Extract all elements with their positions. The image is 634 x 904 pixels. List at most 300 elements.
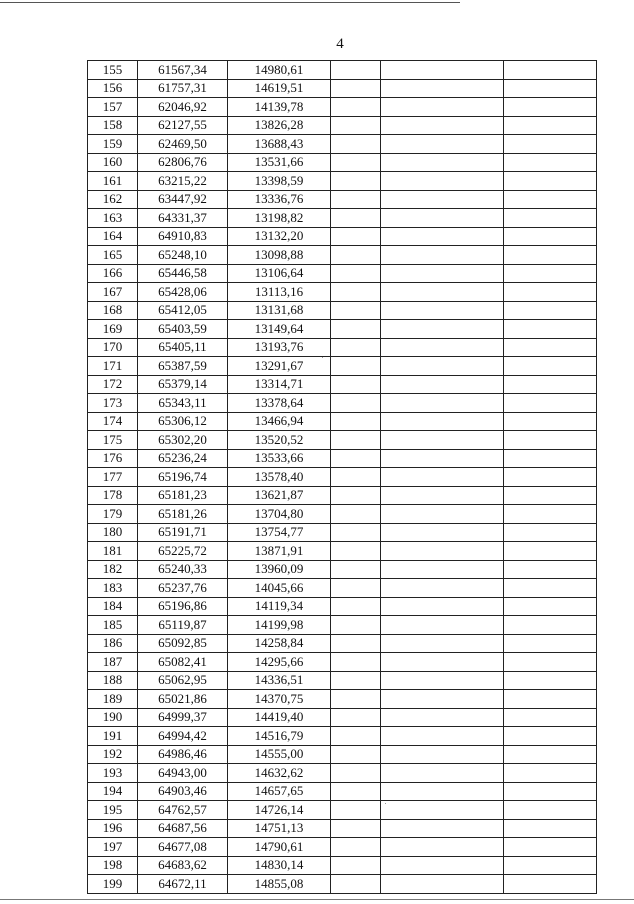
empty-cell bbox=[504, 61, 597, 80]
empty-cell bbox=[381, 597, 504, 616]
table-row bbox=[88, 209, 597, 228]
empty-cell bbox=[381, 246, 504, 265]
empty-cell bbox=[504, 671, 597, 690]
table-row bbox=[88, 616, 597, 635]
point-number-cell: 171 bbox=[88, 357, 138, 376]
empty-cell bbox=[331, 819, 381, 838]
point-number-cell: 181 bbox=[88, 542, 138, 561]
empty-cell bbox=[381, 449, 504, 468]
empty-cell bbox=[331, 486, 381, 505]
table-row bbox=[88, 838, 597, 857]
x-coordinate-cell: 62469,50 bbox=[138, 135, 228, 154]
table-row bbox=[88, 505, 597, 524]
empty-cell bbox=[504, 653, 597, 672]
x-coordinate-cell: 65240,33 bbox=[138, 560, 228, 579]
table-row bbox=[88, 357, 597, 376]
empty-cell bbox=[331, 61, 381, 80]
empty-cell bbox=[504, 357, 597, 376]
empty-cell bbox=[504, 283, 597, 302]
y-coordinate-cell: 13149,64 bbox=[228, 320, 331, 339]
empty-cell bbox=[331, 283, 381, 302]
table-row bbox=[88, 653, 597, 672]
empty-cell bbox=[381, 634, 504, 653]
empty-cell bbox=[331, 801, 381, 820]
empty-cell bbox=[381, 801, 504, 820]
y-coordinate-cell: 14516,79 bbox=[228, 727, 331, 746]
point-number-cell: 199 bbox=[88, 875, 138, 894]
y-coordinate-cell: 13688,43 bbox=[228, 135, 331, 154]
empty-cell bbox=[331, 727, 381, 746]
y-coordinate-cell: 14751,13 bbox=[228, 819, 331, 838]
table-row bbox=[88, 486, 597, 505]
empty-cell bbox=[504, 782, 597, 801]
x-coordinate-cell: 64943,00 bbox=[138, 764, 228, 783]
empty-cell bbox=[331, 209, 381, 228]
point-number-cell: 191 bbox=[88, 727, 138, 746]
empty-cell bbox=[331, 616, 381, 635]
point-number-cell: 180 bbox=[88, 523, 138, 542]
point-number-cell: 158 bbox=[88, 116, 138, 135]
x-coordinate-cell: 65248,10 bbox=[138, 246, 228, 265]
x-coordinate-cell: 65225,72 bbox=[138, 542, 228, 561]
y-coordinate-cell: 14139,78 bbox=[228, 98, 331, 117]
table-row bbox=[88, 560, 597, 579]
point-number-cell: 170 bbox=[88, 338, 138, 357]
table-row bbox=[88, 764, 597, 783]
empty-cell bbox=[381, 782, 504, 801]
empty-cell bbox=[331, 653, 381, 672]
empty-cell bbox=[504, 338, 597, 357]
y-coordinate-cell: 14045,66 bbox=[228, 579, 331, 598]
point-number-cell: 179 bbox=[88, 505, 138, 524]
empty-cell bbox=[381, 560, 504, 579]
point-number-cell: 160 bbox=[88, 153, 138, 172]
point-number-cell: 174 bbox=[88, 412, 138, 431]
table-row bbox=[88, 135, 597, 154]
empty-cell bbox=[504, 505, 597, 524]
empty-cell bbox=[381, 486, 504, 505]
empty-cell bbox=[331, 634, 381, 653]
point-number-cell: 187 bbox=[88, 653, 138, 672]
x-coordinate-cell: 64994,42 bbox=[138, 727, 228, 746]
table-row bbox=[88, 320, 597, 339]
y-coordinate-cell: 13960,09 bbox=[228, 560, 331, 579]
x-coordinate-cell: 64986,46 bbox=[138, 745, 228, 764]
empty-cell bbox=[381, 856, 504, 875]
point-number-cell: 178 bbox=[88, 486, 138, 505]
empty-cell bbox=[504, 523, 597, 542]
empty-cell bbox=[381, 727, 504, 746]
empty-cell bbox=[331, 764, 381, 783]
empty-cell bbox=[331, 523, 381, 542]
empty-cell bbox=[331, 412, 381, 431]
x-coordinate-cell: 64672,11 bbox=[138, 875, 228, 894]
y-coordinate-cell: 13466,94 bbox=[228, 412, 331, 431]
table-row bbox=[88, 153, 597, 172]
empty-cell bbox=[331, 338, 381, 357]
empty-cell bbox=[381, 116, 504, 135]
x-coordinate-cell: 65092,85 bbox=[138, 634, 228, 653]
empty-cell bbox=[331, 135, 381, 154]
y-coordinate-cell: 14980,61 bbox=[228, 61, 331, 80]
table-row bbox=[88, 283, 597, 302]
point-number-cell: 155 bbox=[88, 61, 138, 80]
empty-cell bbox=[381, 412, 504, 431]
y-coordinate-cell: 13113,16 bbox=[228, 283, 331, 302]
empty-cell bbox=[504, 838, 597, 857]
x-coordinate-cell: 65181,26 bbox=[138, 505, 228, 524]
x-coordinate-cell: 65181,23 bbox=[138, 486, 228, 505]
scan-speck bbox=[385, 803, 386, 804]
empty-cell bbox=[331, 116, 381, 135]
empty-cell bbox=[504, 116, 597, 135]
empty-cell bbox=[381, 523, 504, 542]
x-coordinate-cell: 65196,74 bbox=[138, 468, 228, 487]
y-coordinate-cell: 13336,76 bbox=[228, 190, 331, 209]
empty-cell bbox=[381, 838, 504, 857]
empty-cell bbox=[504, 542, 597, 561]
y-coordinate-cell: 13314,71 bbox=[228, 375, 331, 394]
table-row bbox=[88, 338, 597, 357]
empty-cell bbox=[381, 283, 504, 302]
point-number-cell: 192 bbox=[88, 745, 138, 764]
y-coordinate-cell: 13826,28 bbox=[228, 116, 331, 135]
empty-cell bbox=[331, 560, 381, 579]
empty-cell bbox=[504, 486, 597, 505]
empty-cell bbox=[504, 468, 597, 487]
table-row bbox=[88, 172, 597, 191]
x-coordinate-cell: 64687,56 bbox=[138, 819, 228, 838]
x-coordinate-cell: 65021,86 bbox=[138, 690, 228, 709]
x-coordinate-cell: 65343,11 bbox=[138, 394, 228, 413]
point-number-cell: 161 bbox=[88, 172, 138, 191]
empty-cell bbox=[331, 782, 381, 801]
x-coordinate-cell: 65405,11 bbox=[138, 338, 228, 357]
point-number-cell: 176 bbox=[88, 449, 138, 468]
y-coordinate-cell: 13193,76 bbox=[228, 338, 331, 357]
point-number-cell: 186 bbox=[88, 634, 138, 653]
empty-cell bbox=[504, 801, 597, 820]
y-coordinate-cell: 13871,91 bbox=[228, 542, 331, 561]
empty-cell bbox=[381, 172, 504, 191]
empty-cell bbox=[504, 690, 597, 709]
x-coordinate-cell: 64683,62 bbox=[138, 856, 228, 875]
empty-cell bbox=[381, 745, 504, 764]
y-coordinate-cell: 14657,65 bbox=[228, 782, 331, 801]
table-row bbox=[88, 227, 597, 246]
empty-cell bbox=[381, 819, 504, 838]
x-coordinate-cell: 61757,31 bbox=[138, 79, 228, 98]
y-coordinate-cell: 14295,66 bbox=[228, 653, 331, 672]
x-coordinate-cell: 62046,92 bbox=[138, 98, 228, 117]
empty-cell bbox=[504, 227, 597, 246]
empty-cell bbox=[504, 98, 597, 117]
y-coordinate-cell: 13533,66 bbox=[228, 449, 331, 468]
x-coordinate-cell: 65191,71 bbox=[138, 523, 228, 542]
page-number: 4 bbox=[336, 36, 344, 52]
table-row bbox=[88, 542, 597, 561]
scan-speck bbox=[322, 357, 323, 358]
table-row bbox=[88, 671, 597, 690]
empty-cell bbox=[381, 264, 504, 283]
empty-cell bbox=[331, 153, 381, 172]
empty-cell bbox=[381, 190, 504, 209]
empty-cell bbox=[331, 449, 381, 468]
empty-cell bbox=[504, 875, 597, 894]
point-number-cell: 156 bbox=[88, 79, 138, 98]
empty-cell bbox=[331, 856, 381, 875]
y-coordinate-cell: 13520,52 bbox=[228, 431, 331, 450]
point-number-cell: 184 bbox=[88, 597, 138, 616]
point-number-cell: 193 bbox=[88, 764, 138, 783]
table-row bbox=[88, 875, 597, 894]
bottom-rule bbox=[0, 899, 634, 900]
y-coordinate-cell: 13098,88 bbox=[228, 246, 331, 265]
x-coordinate-cell: 64331,37 bbox=[138, 209, 228, 228]
x-coordinate-cell: 65119,87 bbox=[138, 616, 228, 635]
empty-cell bbox=[504, 135, 597, 154]
y-coordinate-cell: 13131,68 bbox=[228, 301, 331, 320]
point-number-cell: 164 bbox=[88, 227, 138, 246]
empty-cell bbox=[331, 597, 381, 616]
empty-cell bbox=[331, 745, 381, 764]
y-coordinate-cell: 13621,87 bbox=[228, 486, 331, 505]
table-row bbox=[88, 801, 597, 820]
table-row bbox=[88, 61, 597, 80]
empty-cell bbox=[504, 708, 597, 727]
x-coordinate-cell: 65236,24 bbox=[138, 449, 228, 468]
x-coordinate-cell: 65302,20 bbox=[138, 431, 228, 450]
empty-cell bbox=[331, 671, 381, 690]
empty-cell bbox=[504, 616, 597, 635]
table-row bbox=[88, 449, 597, 468]
y-coordinate-cell: 13291,67 bbox=[228, 357, 331, 376]
point-number-cell: 172 bbox=[88, 375, 138, 394]
empty-cell bbox=[504, 856, 597, 875]
point-number-cell: 159 bbox=[88, 135, 138, 154]
x-coordinate-cell: 64762,57 bbox=[138, 801, 228, 820]
empty-cell bbox=[381, 153, 504, 172]
point-number-cell: 183 bbox=[88, 579, 138, 598]
y-coordinate-cell: 14555,00 bbox=[228, 745, 331, 764]
y-coordinate-cell: 13754,77 bbox=[228, 523, 331, 542]
x-coordinate-cell: 61567,34 bbox=[138, 61, 228, 80]
empty-cell bbox=[331, 875, 381, 894]
empty-cell bbox=[381, 227, 504, 246]
y-coordinate-cell: 14199,98 bbox=[228, 616, 331, 635]
empty-cell bbox=[504, 449, 597, 468]
empty-cell bbox=[331, 190, 381, 209]
top-rule bbox=[0, 2, 460, 3]
y-coordinate-cell: 14258,84 bbox=[228, 634, 331, 653]
empty-cell bbox=[331, 542, 381, 561]
empty-cell bbox=[504, 745, 597, 764]
point-number-cell: 190 bbox=[88, 708, 138, 727]
empty-cell bbox=[504, 153, 597, 172]
empty-cell bbox=[331, 375, 381, 394]
empty-cell bbox=[504, 246, 597, 265]
table-row bbox=[88, 727, 597, 746]
point-number-cell: 185 bbox=[88, 616, 138, 635]
empty-cell bbox=[381, 394, 504, 413]
x-coordinate-cell: 63447,92 bbox=[138, 190, 228, 209]
empty-cell bbox=[504, 172, 597, 191]
x-coordinate-cell: 64999,37 bbox=[138, 708, 228, 727]
x-coordinate-cell: 65428,06 bbox=[138, 283, 228, 302]
table-row bbox=[88, 634, 597, 653]
empty-cell bbox=[331, 320, 381, 339]
empty-cell bbox=[331, 838, 381, 857]
empty-cell bbox=[381, 357, 504, 376]
table-row bbox=[88, 412, 597, 431]
empty-cell bbox=[331, 357, 381, 376]
empty-cell bbox=[381, 61, 504, 80]
empty-cell bbox=[381, 875, 504, 894]
point-number-cell: 177 bbox=[88, 468, 138, 487]
empty-cell bbox=[504, 764, 597, 783]
empty-cell bbox=[331, 579, 381, 598]
y-coordinate-cell: 14790,61 bbox=[228, 838, 331, 857]
point-number-cell: 173 bbox=[88, 394, 138, 413]
empty-cell bbox=[331, 505, 381, 524]
x-coordinate-cell: 65379,14 bbox=[138, 375, 228, 394]
table-row bbox=[88, 301, 597, 320]
x-coordinate-cell: 65082,41 bbox=[138, 653, 228, 672]
empty-cell bbox=[381, 690, 504, 709]
empty-cell bbox=[331, 79, 381, 98]
y-coordinate-cell: 14619,51 bbox=[228, 79, 331, 98]
x-coordinate-cell: 65412,05 bbox=[138, 301, 228, 320]
point-number-cell: 194 bbox=[88, 782, 138, 801]
empty-cell bbox=[381, 542, 504, 561]
y-coordinate-cell: 14370,75 bbox=[228, 690, 331, 709]
point-number-cell: 165 bbox=[88, 246, 138, 265]
empty-cell bbox=[504, 301, 597, 320]
empty-cell bbox=[504, 209, 597, 228]
empty-cell bbox=[381, 468, 504, 487]
table-row bbox=[88, 190, 597, 209]
empty-cell bbox=[331, 227, 381, 246]
empty-cell bbox=[504, 375, 597, 394]
x-coordinate-cell: 65062,95 bbox=[138, 671, 228, 690]
point-number-cell: 162 bbox=[88, 190, 138, 209]
x-coordinate-cell: 64903,46 bbox=[138, 782, 228, 801]
point-number-cell: 197 bbox=[88, 838, 138, 857]
point-number-cell: 168 bbox=[88, 301, 138, 320]
empty-cell bbox=[381, 338, 504, 357]
empty-cell bbox=[381, 431, 504, 450]
empty-cell bbox=[331, 708, 381, 727]
y-coordinate-cell: 13531,66 bbox=[228, 153, 331, 172]
point-number-cell: 188 bbox=[88, 671, 138, 690]
y-coordinate-cell: 14419,40 bbox=[228, 708, 331, 727]
empty-cell bbox=[381, 653, 504, 672]
x-coordinate-cell: 64910,83 bbox=[138, 227, 228, 246]
point-number-cell: 198 bbox=[88, 856, 138, 875]
empty-cell bbox=[381, 616, 504, 635]
empty-cell bbox=[504, 412, 597, 431]
empty-cell bbox=[331, 394, 381, 413]
table-row bbox=[88, 264, 597, 283]
x-coordinate-cell: 65446,58 bbox=[138, 264, 228, 283]
empty-cell bbox=[381, 764, 504, 783]
empty-cell bbox=[381, 209, 504, 228]
empty-cell bbox=[331, 264, 381, 283]
empty-cell bbox=[504, 431, 597, 450]
y-coordinate-cell: 13578,40 bbox=[228, 468, 331, 487]
table-row bbox=[88, 116, 597, 135]
y-coordinate-cell: 13132,20 bbox=[228, 227, 331, 246]
x-coordinate-cell: 62806,76 bbox=[138, 153, 228, 172]
y-coordinate-cell: 13398,59 bbox=[228, 172, 331, 191]
table-row bbox=[88, 468, 597, 487]
point-number-cell: 195 bbox=[88, 801, 138, 820]
empty-cell bbox=[504, 320, 597, 339]
table-row bbox=[88, 708, 597, 727]
empty-cell bbox=[504, 394, 597, 413]
point-number-cell: 166 bbox=[88, 264, 138, 283]
y-coordinate-cell: 14855,08 bbox=[228, 875, 331, 894]
x-coordinate-cell: 65387,59 bbox=[138, 357, 228, 376]
empty-cell bbox=[504, 634, 597, 653]
y-coordinate-cell: 14830,14 bbox=[228, 856, 331, 875]
empty-cell bbox=[504, 579, 597, 598]
y-coordinate-cell: 13378,64 bbox=[228, 394, 331, 413]
empty-cell bbox=[381, 98, 504, 117]
y-coordinate-cell: 14632,62 bbox=[228, 764, 331, 783]
x-coordinate-cell: 65403,59 bbox=[138, 320, 228, 339]
empty-cell bbox=[504, 819, 597, 838]
empty-cell bbox=[331, 468, 381, 487]
empty-cell bbox=[331, 98, 381, 117]
table-row bbox=[88, 375, 597, 394]
y-coordinate-cell: 14119,34 bbox=[228, 597, 331, 616]
y-coordinate-cell: 14336,51 bbox=[228, 671, 331, 690]
x-coordinate-cell: 62127,55 bbox=[138, 116, 228, 135]
table-row bbox=[88, 431, 597, 450]
empty-cell bbox=[381, 135, 504, 154]
point-number-cell: 157 bbox=[88, 98, 138, 117]
empty-cell bbox=[331, 172, 381, 191]
table-row bbox=[88, 690, 597, 709]
empty-cell bbox=[504, 190, 597, 209]
coordinates-table bbox=[87, 60, 597, 894]
table-row bbox=[88, 856, 597, 875]
empty-cell bbox=[381, 671, 504, 690]
x-coordinate-cell: 65196,86 bbox=[138, 597, 228, 616]
x-coordinate-cell: 64677,08 bbox=[138, 838, 228, 857]
empty-cell bbox=[504, 727, 597, 746]
empty-cell bbox=[504, 560, 597, 579]
y-coordinate-cell: 13106,64 bbox=[228, 264, 331, 283]
y-coordinate-cell: 14726,14 bbox=[228, 801, 331, 820]
empty-cell bbox=[504, 79, 597, 98]
point-number-cell: 175 bbox=[88, 431, 138, 450]
coordinates-table-body bbox=[88, 61, 597, 894]
point-number-cell: 167 bbox=[88, 283, 138, 302]
table-row bbox=[88, 782, 597, 801]
y-coordinate-cell: 13704,80 bbox=[228, 505, 331, 524]
point-number-cell: 182 bbox=[88, 560, 138, 579]
table-row bbox=[88, 394, 597, 413]
table-row bbox=[88, 246, 597, 265]
x-coordinate-cell: 63215,22 bbox=[138, 172, 228, 191]
table-row bbox=[88, 579, 597, 598]
y-coordinate-cell: 13198,82 bbox=[228, 209, 331, 228]
point-number-cell: 169 bbox=[88, 320, 138, 339]
point-number-cell: 189 bbox=[88, 690, 138, 709]
empty-cell bbox=[331, 246, 381, 265]
